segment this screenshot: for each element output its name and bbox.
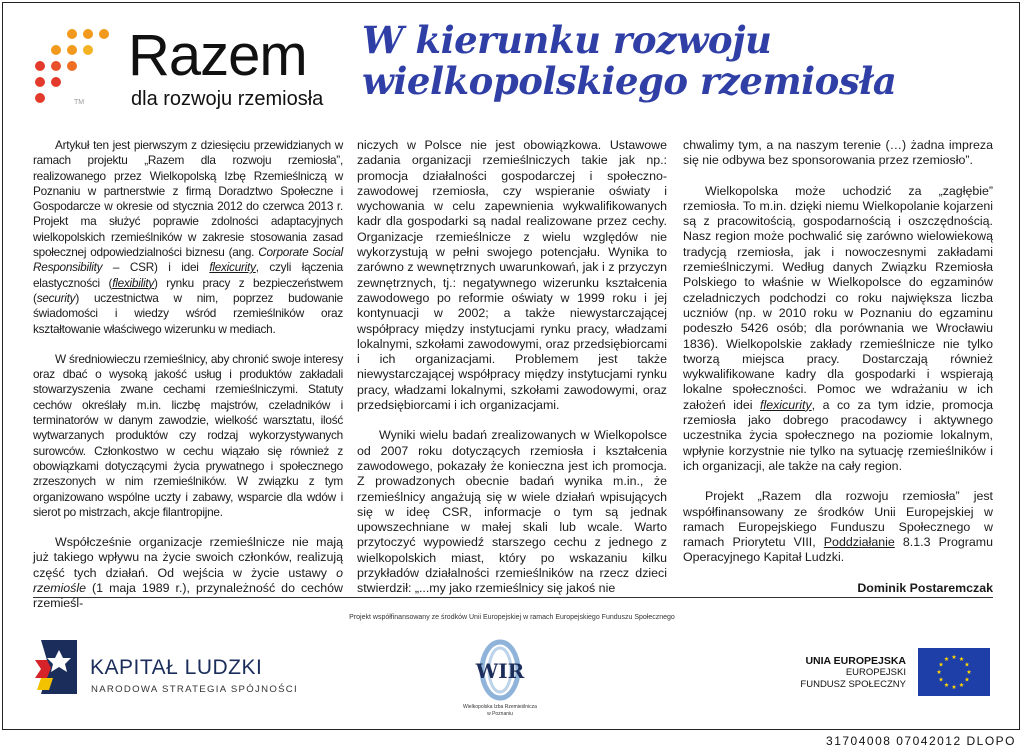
eu-flag-icon (918, 648, 990, 696)
headline (362, 20, 896, 102)
wir-mark: WIR (475, 659, 525, 683)
author-signature: Dominik Postaremczak (857, 580, 993, 595)
razem-dots-logo (32, 28, 112, 108)
headline-line-2: wielkopolskiego rzemiosła (362, 59, 897, 103)
funding-note: Projekt współfinansowany ze środków Unii Europejskiej w ramach Europejskiego Funduszu Społecznego (349, 614, 675, 621)
wir-caption-line-1: Wielkopolska Izba Rzemieślnicza (463, 704, 537, 710)
brand-name: Razem (128, 23, 307, 88)
document-code: 31704008 07042012 DLOPO (826, 734, 1016, 748)
footer-divider (33, 597, 993, 598)
trademark: TM (74, 99, 85, 106)
eu-line-2: FUNDUSZ SPOŁECZNY (800, 679, 906, 690)
article-paragraph: Projekt „Razem dla rozwoju rzemiosła” jest współfinansowany ze środków Unii Europejskiej w ramach Europejskiego Funduszu Społecznego w ramach Priorytetu VIII, Poddziałanie 8.1.3 Programu Operacyjnego Kapitał Ludzki. (683, 489, 993, 565)
article-paragraph: Wyniki wielu badań zrealizowanych w Wielkopolsce od 2007 roku dotyczących rzemiosła i kształcenia zawodowego, pokazały że konieczna jest ich promocja. Z prowadzonych obecnie badań wynika m.in., że rzemieślnicy angażują się w wiele działań wpisujących się w ideę CSR, informacje o tym są jednak upowszechniane w małej skali lub wcale. Warto przytoczyć wypowiedź starszego cechu z jednego z wielkopolskich miast, który po wskazaniu kilku przykładów działalności rzemieślników na rzecz dzieci stwierdził: „...my jako rzemieślnicy się jakoś nie (357, 428, 667, 596)
wir-logo-icon (470, 636, 530, 702)
kapital-ludzki-logo-icon (33, 638, 83, 696)
article-column-3 (683, 138, 993, 596)
brand-subtitle: dla rozwoju rzemiosła (131, 88, 324, 110)
wir-caption-line-2: w Poznaniu (487, 710, 513, 717)
wir-caption (445, 704, 555, 717)
article-column-2 (357, 138, 667, 612)
article-paragraph: W średniowieczu rzemieślnicy, aby chronić swoje interesy oraz dbać o wysoką jakość usług i produktów zakładali stowarzyszenia zwane cechami rzemieślniczymi. Statuty cechów określały m.in. liczbę majstrów, czeladników i terminatorów w danym zawodzie, wielkość warsztatu, ilość wytwarzanych produktów czy rodzaj wykorzystywanych surowców. Członkostwo w cechu wiązało się również z obowiązkami dotyczącymi życia prywatnego i społecznego zrzeszonych w nim rzemieślników. W związku z tym organizowano wspólne uczty i zabawy, wsparcie dla wdów i sierot po mistrzach, akcje filantropijne. (33, 351, 343, 519)
article-paragraph: niczych w Polsce nie jest obowiązkowa. Ustawowe zadania organizacji rzemieślniczych takie jak np.: promocja działalności gospodarczej i społeczno-zawodowej rzemiosła, czy wspieranie oświaty i wychowania w celu zapewnienia wykwalifikowanych kadr dla gospodarki są nadal realizowane przez cechy. Organizacje rzemieślnicze z wielu względów nie wykorzystują w pełni swojego potencjału. Wynika to zarówno z wewnętrznych uwarunkowań, jak i z przyczyn zewnętrznych, tj.: negatywnego wizerunku kształcenia zawodowego po reformie oświaty w 1999 roku i jej kontynuacji w 2002; a także niewystarczającej współpracy między instytucjami rynku pracy, władzami lokalnymi, szkołami zawodowymi, oraz przedsiębiorcami i ich organizacjami. Problemem jest także niewystarczającej współpracy między instytucjami rynku pracy, władzami lokalnymi, szkołami zawodowymi, oraz przedsiębiorcami i ich organizacjami. (357, 138, 667, 413)
headline-line-1: W kierunku rozwoju (362, 18, 772, 62)
article-paragraph: Współcześnie organizacje rzemieślnicze nie mają już takiego wpływu na życie swoich członków, realizują część tych działań. Od wejścia w życie ustawy o rzemiośle (1 maja 1989 r.), przynależność do cechów rzemieśl- (33, 535, 343, 611)
article-paragraph: Artykuł ten jest pierwszym z dziesięciu przewidzianych w ramach projektu „Razem dla rozwoju rzemiosła”, realizowanego przez Wielkopolską Izbę Rzemieślniczą w Poznaniu w partnerstwie z firmą Doradztwo Społeczne i Gospodarcze w okresie od stycznia 2012 do czerwca 2013 r. Projekt ma służyć poprawie zdolności adaptacyjnych wielkopolskich rzemieślników w zakresie stosowania zasad społecznej odpowiedzialności biznesu (ang. Corporate Social Responsibility – CSR) i idei flexicurity, czyli łączenia elastyczności (flexibility) rynku pracy z bezpieczeństwem (security) uczestnictwa w nim, poprzez budowanie świadomości i wiedzy wśród rzemieślników oraz kształtowanie właściwego wizerunku w mediach. (33, 138, 343, 336)
article-column-1 (33, 138, 343, 627)
kapital-ludzki-subtitle: NARODOWA STRATEGIA SPÓJNOŚCI (91, 684, 298, 695)
article-paragraph: Wielkopolska może uchodzić za „zagłębie” rzemiosła. To m.in. dzięki niemu Wielkopolanie kojarzeni są z pracowitością, gospodarnością i oszczędnością. Nasz region może pochwalić się zarówno wielowiekową tradycją rzemiosła, jak i nowoczesnymi zakładami rzemieślniczymi. Według danych Związku Rzemiosła Polskiego to właśnie w Wielkopolsce do egzaminów czeladniczych podchodzi co roku największa liczba uczniów (np. w 2010 roku w Poznaniu do egzaminu podeszło 5426 osób; dla porównania we Wrocławiu 1836). Wielkopolskie zakłady rzemieślnicze nie tylko tworzą miejsca pracy. Dostarczają również wykwalifikowane kadry dla gospodarki i wspierają lokalne społeczności. Pomoc we wdrażaniu w ich założeń idei flexicurity, a co za tym idzie, promocja rzemiosła jako dobrego pracodawcy i aktywnego uczestnika życia społecznego na poziomie lokalnym, wpłynie korzystnie nie tylko na sytuację rzemieślników i ich organizacji, ale także na cały region. (683, 183, 993, 473)
article-paragraph: chwalimy tym, a na naszym terenie (…) żadna impreza się nie odbywa bez sponsorowania przez rzemiosło”. (683, 138, 993, 168)
eu-title: UNIA EUROPEJSKA (805, 655, 906, 667)
eu-line-1: EUROPEJSKI (845, 667, 906, 678)
kapital-ludzki-title: KAPITAŁ LUDZKI (90, 656, 263, 679)
eu-text (770, 655, 906, 691)
